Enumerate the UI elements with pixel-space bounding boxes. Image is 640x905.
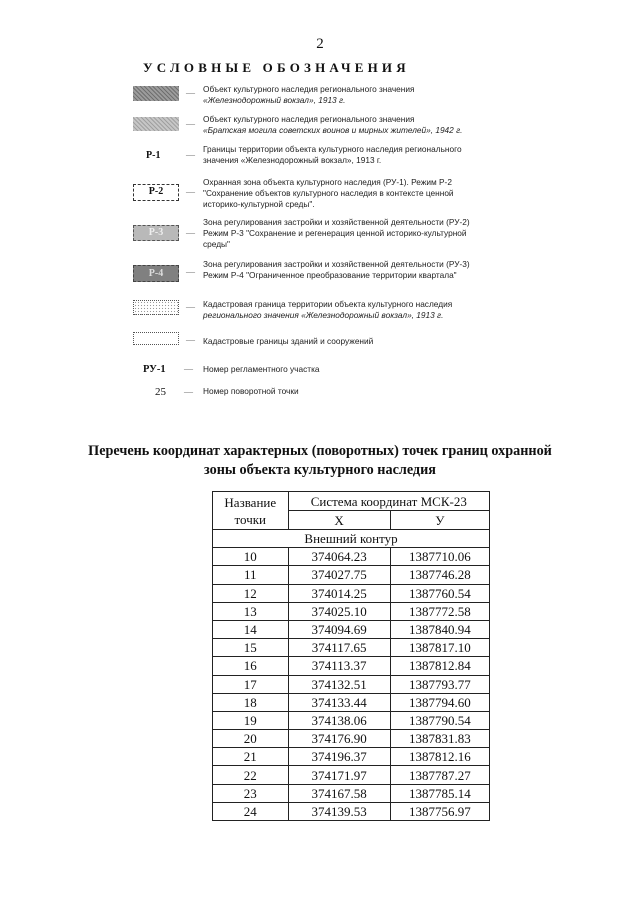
y-coordinate-cell: 1387790.54 xyxy=(390,711,489,729)
legend-item-description: Зона регулирования застройки и хозяйственной деятельности (РУ-2) Режим Р-3 "Сохранение и регенерация ценной историко-культурной среды" xyxy=(203,217,470,249)
table-row xyxy=(213,693,490,711)
table-row xyxy=(213,784,490,802)
x-coordinate-cell: 374171.97 xyxy=(288,766,390,784)
table-row xyxy=(213,639,490,657)
x-coordinate-cell: 374025.10 xyxy=(288,602,390,620)
table-row xyxy=(213,584,490,602)
point-number-cell: 22 xyxy=(213,766,289,784)
table-row xyxy=(213,730,490,748)
x-coordinate-cell: 374139.53 xyxy=(288,802,390,820)
legend-symbol-r4: Р-4 xyxy=(133,265,179,282)
table-section-row xyxy=(213,530,490,548)
legend-item-description: Объект культурного наследия регионального значения «Братская могила советских воинов и мирных жителей», 1942 г. xyxy=(203,114,463,135)
x-coordinate-cell: 374196.37 xyxy=(288,748,390,766)
legend-item-description: Зона регулирования застройки и хозяйственной деятельности (РУ-3) Режим Р-4 "Ограниченное преобразование территории квартала" xyxy=(203,259,470,280)
y-coordinate-cell: 1387760.54 xyxy=(390,584,489,602)
table-row xyxy=(213,657,490,675)
table-row xyxy=(213,548,490,566)
header-y: У xyxy=(390,511,489,530)
section-outer-contour: Внешний контур xyxy=(213,530,490,548)
table-row xyxy=(213,748,490,766)
y-coordinate-cell: 1387793.77 xyxy=(390,675,489,693)
y-coordinate-cell: 1387787.27 xyxy=(390,766,489,784)
legend-item-description: Кадастровая граница территории объекта культурного наследия регионального значения «Железнодорожный вокзал», 1913 г. xyxy=(203,299,453,320)
header-coordinate-system: Система координат МСК-23 xyxy=(288,492,489,511)
coordinates-table xyxy=(212,491,490,821)
table-row xyxy=(213,675,490,693)
legend-swatch-heritage-object xyxy=(133,86,179,101)
y-coordinate-cell: 1387710.06 xyxy=(390,548,489,566)
table-row xyxy=(213,566,490,584)
y-coordinate-cell: 1387812.16 xyxy=(390,748,489,766)
table-row xyxy=(213,620,490,638)
legend-symbol-point-number: 25 xyxy=(155,386,166,398)
point-number-cell: 17 xyxy=(213,675,289,693)
point-number-cell: 16 xyxy=(213,657,289,675)
table-header-row xyxy=(213,492,490,511)
legend-item-description: Номер регламентного участка xyxy=(203,364,320,374)
point-number-cell: 21 xyxy=(213,748,289,766)
x-coordinate-cell: 374176.90 xyxy=(288,730,390,748)
table-row xyxy=(213,766,490,784)
y-coordinate-cell: 1387812.84 xyxy=(390,657,489,675)
y-coordinate-cell: 1387840.94 xyxy=(390,620,489,638)
legend-item-description: Объект культурного наследия регионального значения «Железнодорожный вокзал», 1913 г. xyxy=(203,84,415,105)
y-coordinate-cell: 1387772.58 xyxy=(390,602,489,620)
y-coordinate-cell: 1387831.83 xyxy=(390,730,489,748)
point-number-cell: 15 xyxy=(213,639,289,657)
table-row xyxy=(213,802,490,820)
coordinates-heading: Перечень координат характерных (поворотных) точек границ охранной зоны объекта культурного наследия xyxy=(88,443,552,478)
x-coordinate-cell: 374094.69 xyxy=(288,620,390,638)
x-coordinate-cell: 374027.75 xyxy=(288,566,390,584)
header-point-name: Название точки xyxy=(213,492,289,530)
point-number-cell: 19 xyxy=(213,711,289,729)
y-coordinate-cell: 1387794.60 xyxy=(390,693,489,711)
legend-item-description: Кадастровые границы зданий и сооружений xyxy=(203,336,374,346)
legend-swatch-cadastral-heritage xyxy=(133,300,179,315)
y-coordinate-cell: 1387756.97 xyxy=(390,802,489,820)
point-number-cell: 12 xyxy=(213,584,289,602)
legend-symbol-r2: Р-2 xyxy=(133,184,179,201)
legend-symbol-r1: Р-1 xyxy=(146,150,161,161)
table-row xyxy=(213,711,490,729)
point-number-cell: 20 xyxy=(213,730,289,748)
table-row xyxy=(213,602,490,620)
y-coordinate-cell: 1387817.10 xyxy=(390,639,489,657)
legend-symbol-r3: Р-3 xyxy=(133,225,179,241)
header-x: X xyxy=(288,511,390,530)
x-coordinate-cell: 374138.06 xyxy=(288,711,390,729)
x-coordinate-cell: 374132.51 xyxy=(288,675,390,693)
legend-item-description: Номер поворотной точки xyxy=(203,386,299,396)
point-number-cell: 13 xyxy=(213,602,289,620)
table-body xyxy=(213,548,490,821)
point-number-cell: 24 xyxy=(213,802,289,820)
point-number-cell: 11 xyxy=(213,566,289,584)
legend-symbol-ru1: РУ-1 xyxy=(143,364,166,375)
x-coordinate-cell: 374117.65 xyxy=(288,639,390,657)
page-number: 2 xyxy=(316,36,324,52)
y-coordinate-cell: 1387746.28 xyxy=(390,566,489,584)
legend-swatch-mass-grave xyxy=(133,117,179,131)
legend-swatch-cadastral-buildings xyxy=(133,332,179,345)
point-number-cell: 14 xyxy=(213,620,289,638)
x-coordinate-cell: 374113.37 xyxy=(288,657,390,675)
x-coordinate-cell: 374014.25 xyxy=(288,584,390,602)
point-number-cell: 10 xyxy=(213,548,289,566)
point-number-cell: 23 xyxy=(213,784,289,802)
x-coordinate-cell: 374167.58 xyxy=(288,784,390,802)
legend-item-description: Охранная зона объекта культурного наследия (РУ-1). Режим Р-2 "Сохранение объектов культурного наследия в контексте ценной историко-культурной среды". xyxy=(203,177,454,209)
y-coordinate-cell: 1387785.14 xyxy=(390,784,489,802)
x-coordinate-cell: 374133.44 xyxy=(288,693,390,711)
legend-title: УСЛОВНЫЕ ОБОЗНАЧЕНИЯ xyxy=(143,60,410,75)
point-number-cell: 18 xyxy=(213,693,289,711)
legend-item-description: Границы территории объекта культурного наследия регионального значения «Железнодорожный вокзал», 1913 г. xyxy=(203,144,462,165)
x-coordinate-cell: 374064.23 xyxy=(288,548,390,566)
